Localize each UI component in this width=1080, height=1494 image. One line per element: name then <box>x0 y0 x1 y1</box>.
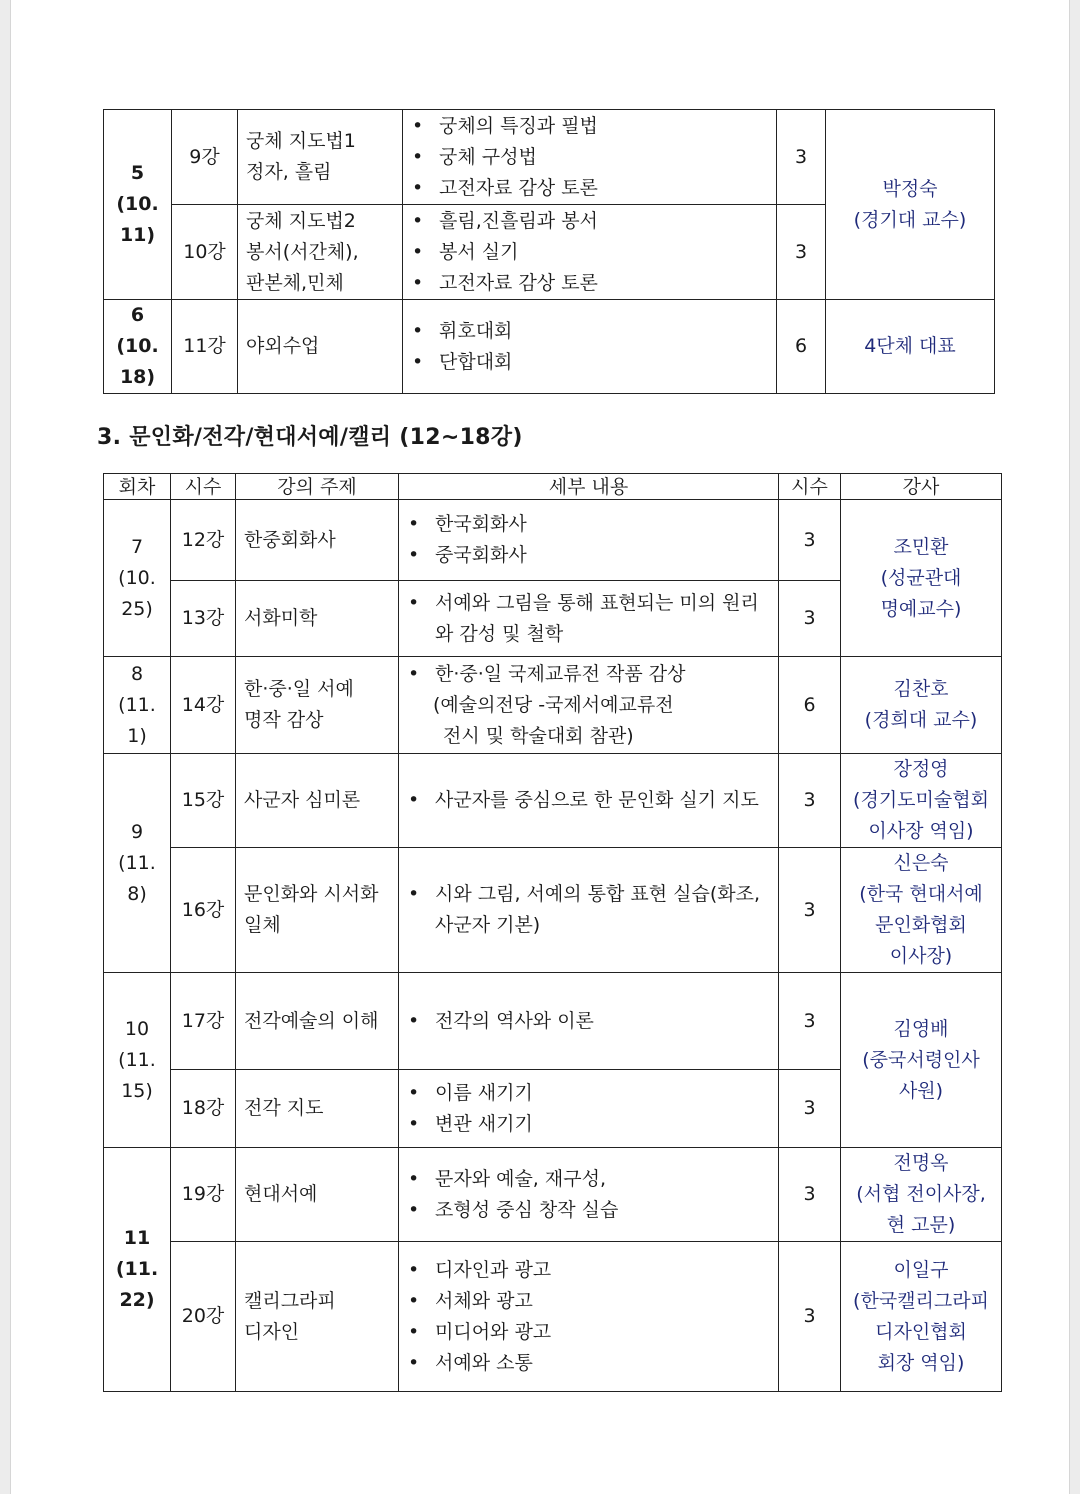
header-lecture: 시수 <box>171 474 236 500</box>
session-cell: 5 (10. 11) <box>104 110 172 300</box>
topic-cell: 야외수업 <box>238 300 403 394</box>
lecture-cell: 16강 <box>171 848 236 973</box>
table-row <box>104 1242 1002 1392</box>
details-cell <box>399 500 779 581</box>
lecture-cell: 17강 <box>171 973 236 1070</box>
instructor-cell: 신은숙 (한국 현대서예 문인화협회 이사장) <box>841 848 1002 973</box>
session-cell: 10 (11. 15) <box>104 973 171 1148</box>
lecture-cell: 12강 <box>171 500 236 581</box>
details-cell <box>403 110 777 205</box>
table-row <box>104 300 995 394</box>
list-item: • 고전자료 감상 토론 <box>403 268 770 299</box>
lecture-cell: 11강 <box>172 300 238 394</box>
header-topic: 강의 주제 <box>236 474 399 500</box>
list-item: • 궁체의 특징과 필법 <box>403 111 770 142</box>
details-cell <box>403 205 777 300</box>
instructor-cell: 이일구 (한국캘리그라피 디자인협회 회장 역임) <box>841 1242 1002 1392</box>
topic-cell: 궁체 지도법1 정자, 흘림 <box>238 110 403 205</box>
header-instructor: 강사 <box>841 474 1002 500</box>
lecture-cell: 10강 <box>172 205 238 300</box>
instructor-cell: 전명옥 (서협 전이사장, 현 고문) <box>841 1148 1002 1242</box>
instructor-cell: 장정영 (경기도미술협회 이사장 역임) <box>841 754 1002 848</box>
details-note: 전시 및 학술대회 참관) <box>443 724 634 747</box>
list-item: • 문자와 예술, 재구성, <box>399 1164 772 1195</box>
details-cell <box>399 1242 779 1392</box>
details-cell <box>399 657 779 754</box>
details-cell <box>399 973 779 1070</box>
table-row <box>104 973 1002 1070</box>
section-heading: 3. 문인화/전각/현대서예/캘리 (12~18강) <box>97 425 523 450</box>
details-cell <box>399 1070 779 1148</box>
topic-cell: 전각 지도 <box>236 1070 399 1148</box>
hours-cell: 3 <box>779 754 841 848</box>
hours-cell: 3 <box>777 205 826 300</box>
list-item: • 휘호대회 <box>403 316 770 347</box>
lecture-cell: 18강 <box>171 1070 236 1148</box>
header-details: 세부 내용 <box>399 474 779 500</box>
topic-cell: 서화미학 <box>236 581 399 657</box>
session-cell: 8 (11. 1) <box>104 657 171 754</box>
topic-cell: 현대서예 <box>236 1148 399 1242</box>
lecture-cell: 19강 <box>171 1148 236 1242</box>
instructor-cell: 4단체 대표 <box>826 300 995 394</box>
list-item: • 조형성 중심 창작 실습 <box>399 1195 772 1226</box>
table-row <box>104 110 995 205</box>
list-item: • 시와 그림, 서예의 통합 표현 실습(화조,사군자 기본) <box>399 879 772 941</box>
header-session: 회차 <box>104 474 171 500</box>
lecture-cell: 13강 <box>171 581 236 657</box>
header-hours: 시수 <box>779 474 841 500</box>
instructor-cell: 김영배 (중국서령인사 사원) <box>841 973 1002 1148</box>
list-item: • 중국회화사 <box>399 540 772 571</box>
curriculum-table-1 <box>103 109 995 394</box>
hours-cell: 3 <box>779 500 841 581</box>
hours-cell: 3 <box>779 1242 841 1392</box>
document-page <box>10 0 1070 1494</box>
session-cell: 6 (10. 18) <box>104 300 172 394</box>
details-cell <box>403 300 777 394</box>
list-item: • 변관 새기기 <box>399 1109 772 1140</box>
details-cell <box>399 1148 779 1242</box>
instructor-cell: 김찬호 (경희대 교수) <box>841 657 1002 754</box>
topic-cell: 문인화와 시서화 일체 <box>236 848 399 973</box>
hours-cell: 6 <box>777 300 826 394</box>
session-cell: 7 (10. 25) <box>104 500 171 657</box>
table-row <box>104 1148 1002 1242</box>
table-row <box>104 754 1002 848</box>
hours-cell: 3 <box>779 1148 841 1242</box>
topic-cell: 사군자 심미론 <box>236 754 399 848</box>
session-cell: 11 (11. 22) <box>104 1148 171 1392</box>
hours-cell: 6 <box>779 657 841 754</box>
list-item: • 사군자를 중심으로 한 문인화 실기 지도 <box>399 785 772 816</box>
list-item: • 서예와 소통 <box>399 1348 772 1379</box>
list-item: • 흘림,진흘림과 봉서 <box>403 206 770 237</box>
topic-cell: 전각예술의 이해 <box>236 973 399 1070</box>
lecture-cell: 9강 <box>172 110 238 205</box>
list-item: • 봉서 실기 <box>403 237 770 268</box>
table-row <box>104 848 1002 973</box>
instructor-cell: 조민환 (성균관대 명예교수) <box>841 500 1002 657</box>
hours-cell: 3 <box>779 1070 841 1148</box>
curriculum-table-2 <box>103 473 1002 1392</box>
list-item: • 이름 새기기 <box>399 1078 772 1109</box>
lecture-cell: 15강 <box>171 754 236 848</box>
topic-cell: 캘리그라피 디자인 <box>236 1242 399 1392</box>
hours-cell: 3 <box>779 973 841 1070</box>
list-item: • 미디어와 광고 <box>399 1317 772 1348</box>
topic-cell: 한·중·일 서예 명작 감상 <box>236 657 399 754</box>
list-item: • 고전자료 감상 토론 <box>403 173 770 204</box>
table-row <box>104 657 1002 754</box>
lecture-cell: 20강 <box>171 1242 236 1392</box>
list-item: • 단합대회 <box>403 347 770 378</box>
list-item: • 궁체 구성법 <box>403 142 770 173</box>
lecture-cell: 14강 <box>171 657 236 754</box>
details-note: (예술의전당 -국제서예교류전 <box>433 693 674 716</box>
table-row <box>104 500 1002 581</box>
list-item: • 서체와 광고 <box>399 1286 772 1317</box>
list-item: • 디자인과 광고 <box>399 1255 772 1286</box>
list-item: • 전각의 역사와 이론 <box>399 1006 772 1037</box>
hours-cell: 3 <box>779 581 841 657</box>
list-item: • 한국회화사 <box>399 509 772 540</box>
hours-cell: 3 <box>779 848 841 973</box>
topic-cell: 궁체 지도법2 봉서(서간체), 판본체,민체 <box>238 205 403 300</box>
details-cell <box>399 848 779 973</box>
details-cell <box>399 581 779 657</box>
hours-cell: 3 <box>777 110 826 205</box>
header-row <box>104 474 1002 500</box>
list-item: • 한·중·일 국제교류전 작품 감상 <box>399 659 772 690</box>
list-item: • 서예와 그림을 통해 표현되는 미의 원리와 감성 및 철학 <box>399 588 772 650</box>
session-cell: 9 (11. 8) <box>104 754 171 973</box>
instructor-cell: 박정숙 (경기대 교수) <box>826 110 995 300</box>
details-cell <box>399 754 779 848</box>
topic-cell: 한중회화사 <box>236 500 399 581</box>
